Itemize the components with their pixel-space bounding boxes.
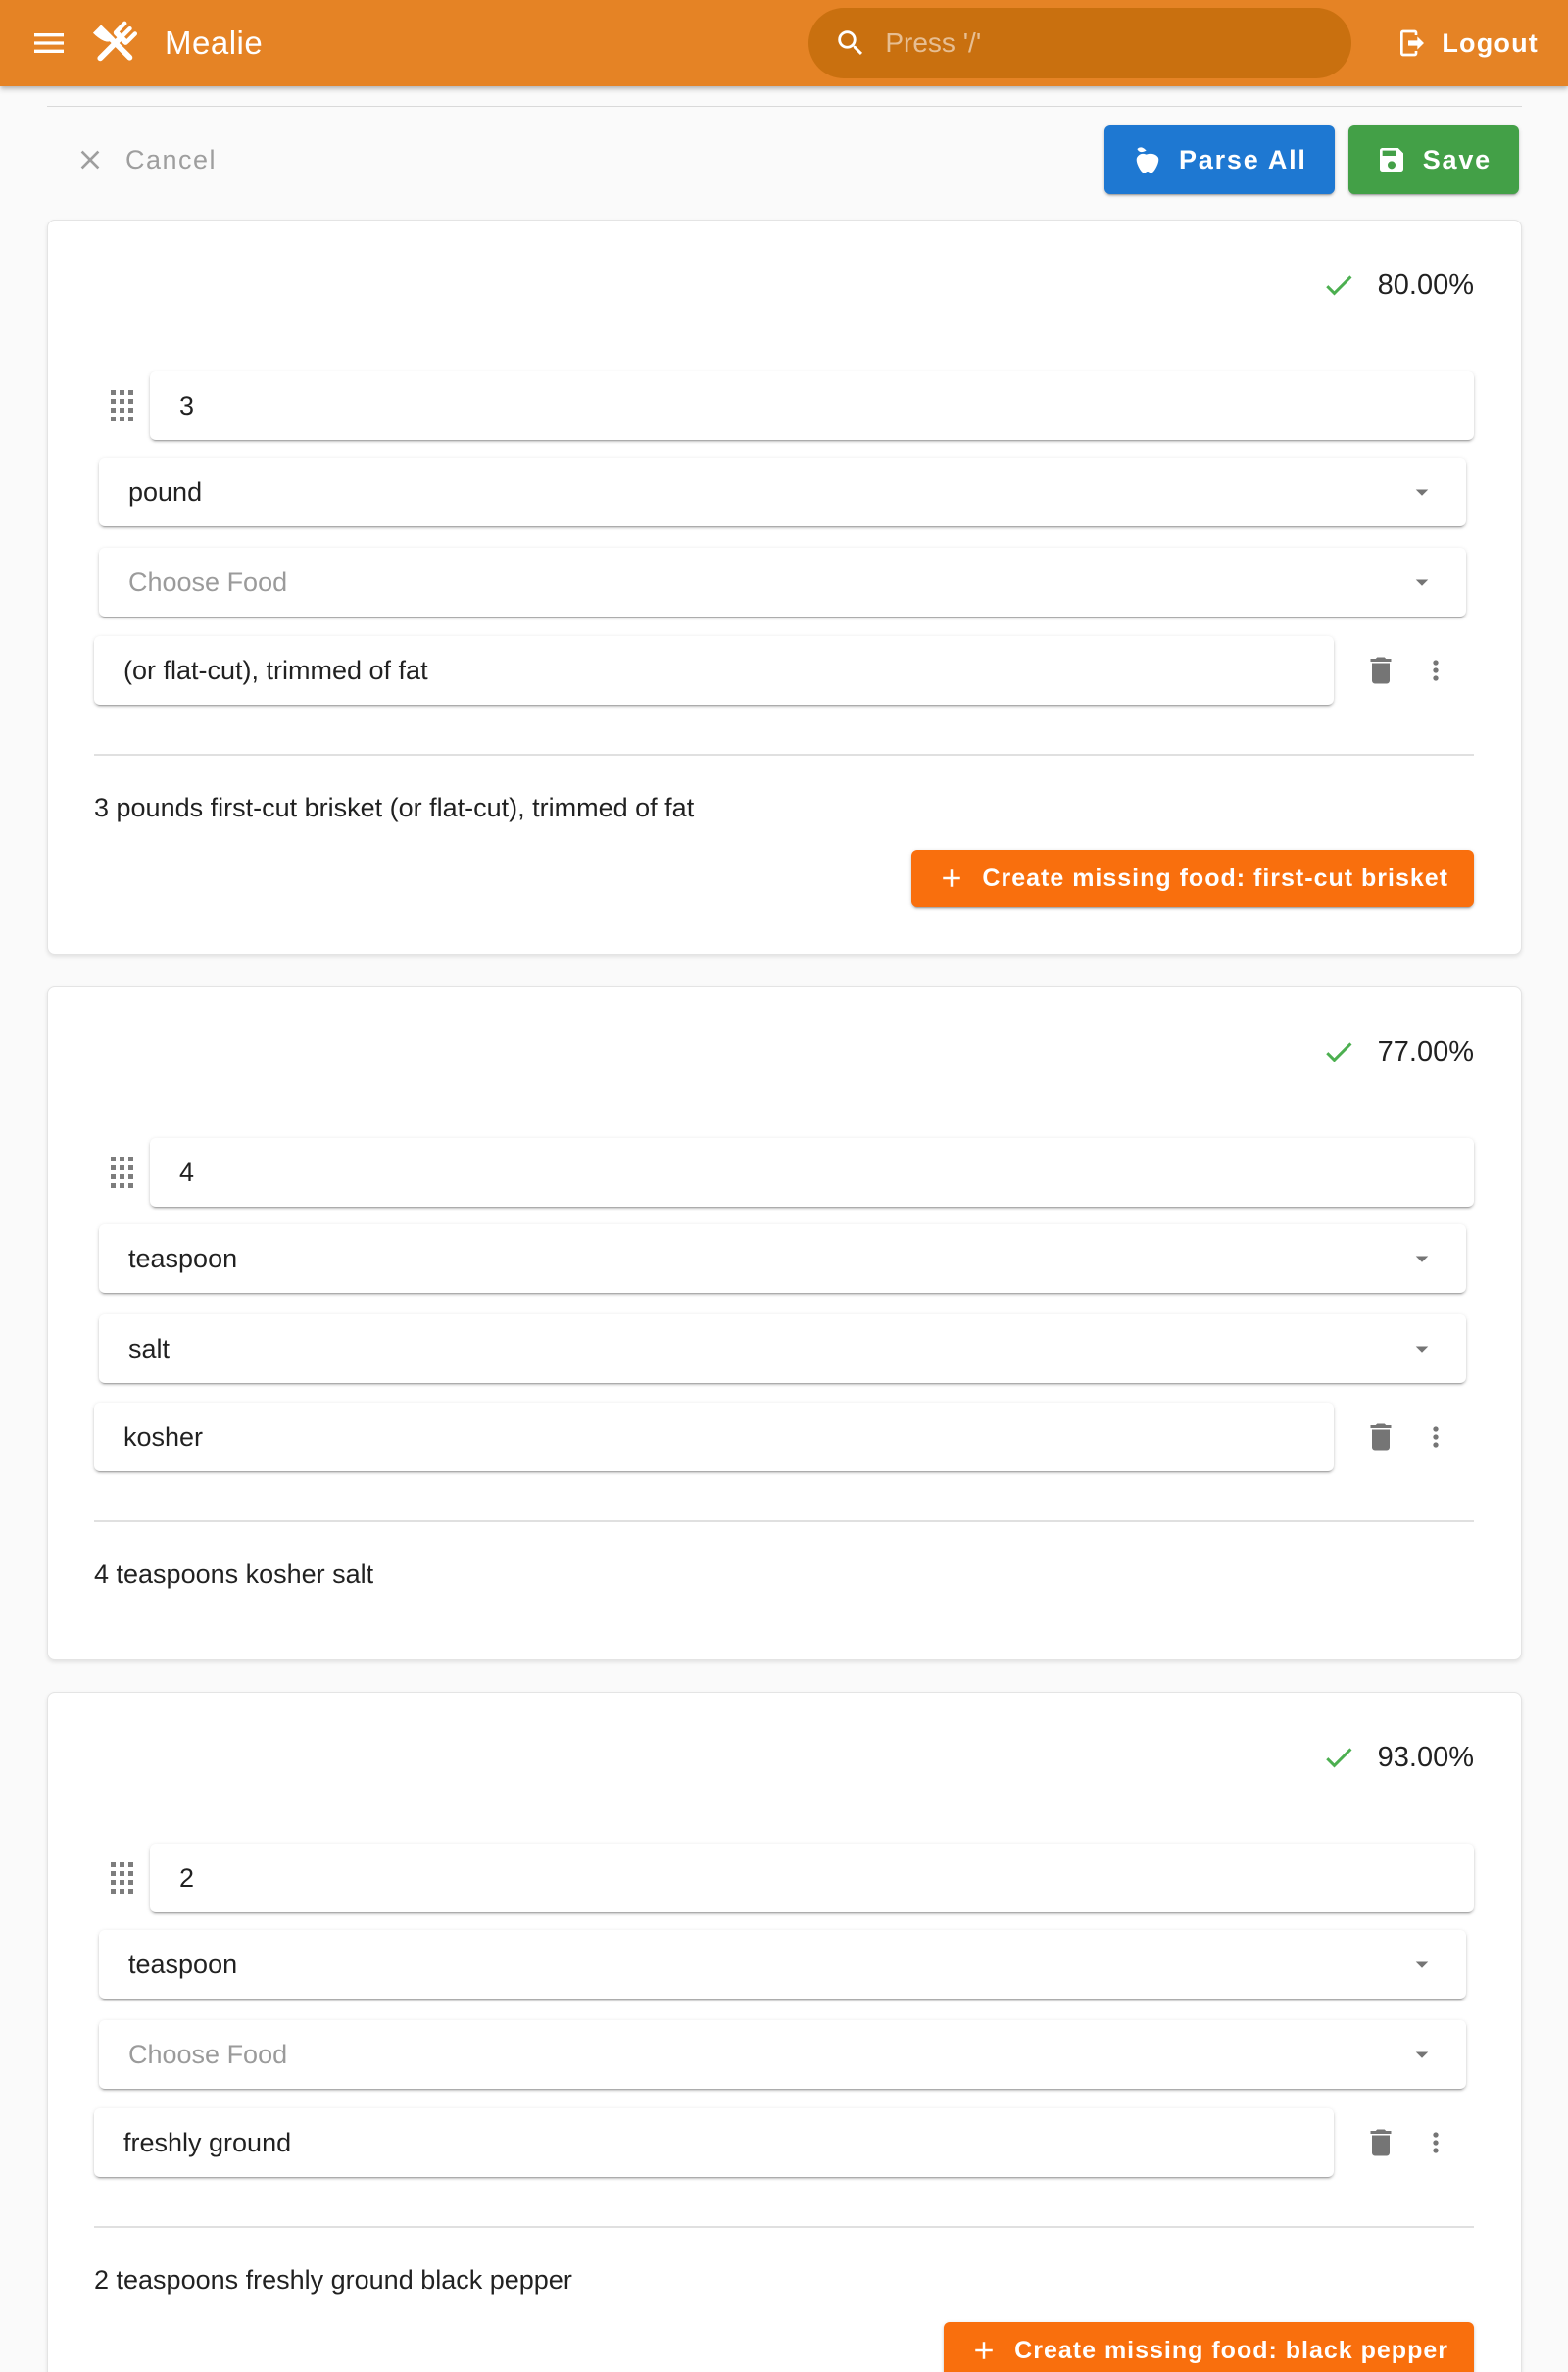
create-missing-food-button[interactable]: [944, 2322, 1474, 2372]
quantity-field: [150, 1138, 1474, 1207]
drag-dots-icon: [111, 390, 133, 421]
chevron-down-icon: [1407, 2040, 1437, 2069]
save-icon: [1376, 144, 1407, 175]
cancel-button[interactable]: [74, 144, 217, 175]
delete-button[interactable]: [1363, 1419, 1398, 1455]
chevron-down-icon: [1407, 477, 1437, 507]
note-field: [94, 1403, 1334, 1471]
trash-icon: [1363, 2125, 1398, 2160]
unit-select[interactable]: [99, 1224, 1466, 1293]
original-text: 4 teaspoons kosher salt: [94, 1559, 374, 1589]
food-placeholder: Choose Food: [128, 567, 288, 597]
create-missing-food-label: Create missing food: first-cut brisket: [982, 864, 1448, 892]
hamburger-menu-button[interactable]: [29, 24, 69, 63]
note-row: [94, 1403, 1474, 1471]
drag-dots-icon: [111, 1157, 133, 1188]
fork-knife-icon: [86, 15, 143, 72]
unit-value: teaspoon: [128, 1949, 238, 1979]
dots-vertical-icon: [1420, 2127, 1451, 2158]
divider: [94, 754, 1474, 756]
search-icon: [834, 26, 867, 60]
unit-select[interactable]: [99, 458, 1466, 526]
quantity-field: [150, 1844, 1474, 1912]
parse-all-button[interactable]: [1104, 125, 1335, 194]
delete-button[interactable]: [1363, 2125, 1398, 2160]
food-select[interactable]: [99, 1314, 1466, 1383]
original-text: 2 teaspoons freshly ground black pepper: [94, 2265, 572, 2295]
ingredient-card: [47, 986, 1522, 1660]
quantity-row: [94, 371, 1474, 440]
create-missing-food-button[interactable]: [911, 850, 1474, 907]
note-row: [94, 636, 1474, 705]
more-options-button[interactable]: [1420, 2127, 1451, 2158]
note-input[interactable]: [123, 2128, 1304, 2158]
apple-icon: [1132, 144, 1163, 175]
confidence-value: 93.00%: [1377, 1741, 1474, 1773]
app-title: Mealie: [165, 25, 264, 61]
chevron-down-icon: [1407, 1244, 1437, 1273]
food-value: salt: [128, 1333, 171, 1363]
delete-button[interactable]: [1363, 653, 1398, 688]
quantity-input[interactable]: [179, 1158, 1445, 1188]
quantity-input[interactable]: [179, 391, 1445, 421]
close-icon: [74, 144, 106, 175]
plus-icon: [937, 864, 966, 893]
confidence-badge: [94, 1738, 1474, 1777]
drag-handle[interactable]: [94, 1157, 150, 1188]
logout-label: Logout: [1442, 27, 1539, 58]
plus-icon: [969, 2336, 999, 2365]
confidence-value: 77.00%: [1377, 1035, 1474, 1067]
save-label: Save: [1422, 144, 1492, 174]
more-options-button[interactable]: [1420, 1421, 1451, 1453]
note-input[interactable]: [123, 656, 1304, 686]
chevron-down-icon: [1407, 568, 1437, 597]
menu-icon: [29, 24, 69, 63]
note-field: [94, 2108, 1334, 2177]
parse-all-label: Parse All: [1178, 144, 1307, 174]
drag-handle[interactable]: [94, 390, 150, 421]
search-input[interactable]: [885, 27, 1326, 59]
unit-select[interactable]: [99, 1930, 1466, 1999]
unit-value: pound: [128, 476, 203, 507]
check-icon: [1321, 268, 1356, 303]
note-row: [94, 2108, 1474, 2177]
ingredient-card: [47, 220, 1522, 955]
dots-vertical-icon: [1420, 655, 1451, 686]
logout-icon: [1396, 27, 1428, 59]
save-button[interactable]: [1348, 125, 1519, 194]
drag-handle[interactable]: [94, 1862, 150, 1894]
app-logo[interactable]: [86, 15, 143, 72]
create-row: [94, 850, 1474, 907]
quantity-row: [94, 1138, 1474, 1207]
dots-vertical-icon: [1420, 1421, 1451, 1453]
note-field: [94, 636, 1334, 705]
confidence-badge: [94, 266, 1474, 305]
check-icon: [1321, 1740, 1356, 1775]
quantity-field: [150, 371, 1474, 440]
cancel-label: Cancel: [125, 144, 218, 174]
food-select[interactable]: [99, 548, 1466, 617]
search-field[interactable]: [808, 8, 1351, 78]
food-select[interactable]: [99, 2020, 1466, 2089]
trash-icon: [1363, 1419, 1398, 1455]
note-input[interactable]: [123, 1422, 1304, 1453]
more-options-button[interactable]: [1420, 655, 1451, 686]
ingredient-card: [47, 1692, 1522, 2372]
confidence-badge: [94, 1032, 1474, 1071]
create-row: [94, 2322, 1474, 2372]
food-placeholder: Choose Food: [128, 2039, 288, 2069]
original-text: 3 pounds first-cut brisket (or flat-cut), trimmed of fat: [94, 793, 695, 822]
trash-icon: [1363, 653, 1398, 688]
drag-dots-icon: [111, 1862, 133, 1894]
app-header: [0, 0, 1568, 86]
quantity-input[interactable]: [179, 1863, 1445, 1894]
content-divider: [47, 106, 1522, 107]
create-missing-food-label: Create missing food: black pepper: [1014, 2336, 1448, 2364]
logout-button[interactable]: [1396, 27, 1539, 59]
chevron-down-icon: [1407, 1334, 1437, 1363]
parser-toolbar: [0, 124, 1568, 195]
divider: [94, 1520, 1474, 1522]
divider: [94, 2226, 1474, 2228]
chevron-down-icon: [1407, 1950, 1437, 1979]
confidence-value: 80.00%: [1377, 269, 1474, 301]
quantity-row: [94, 1844, 1474, 1912]
unit-value: teaspoon: [128, 1243, 238, 1273]
check-icon: [1321, 1034, 1356, 1069]
